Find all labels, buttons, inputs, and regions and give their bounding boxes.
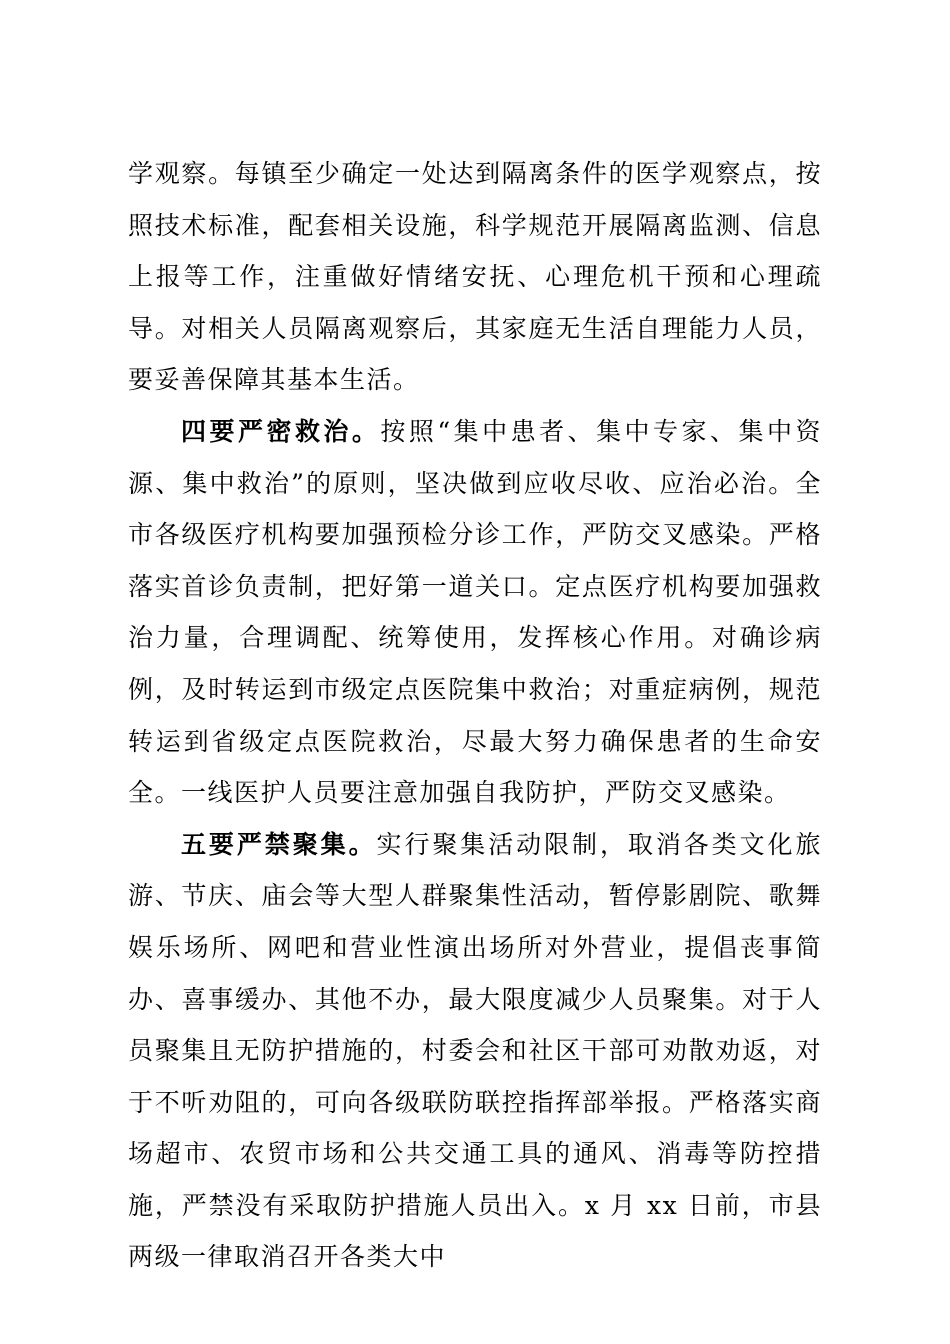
paragraph-continued [128,148,822,406]
paragraph-heading: 四要严密救治。 [181,416,381,446]
paragraph-gathering [128,819,822,1283]
paragraph-heading: 五要严禁聚集。 [181,829,377,859]
paragraph-text: 实行聚集活动限制，取消各类文化旅游、节庆、庙会等大型人群聚集性活动，暂停影剧院、歌舞娱乐场所、网吧和营业性演出场所对外营业，提倡丧事简办、喜事缓办、其他不办，最大限度减少人员聚集。对于人员聚集且无防护措施的，村委会和社区干部可劝散劝返，对于不听劝阻的，可向各级联防联控指挥部举报。严格落实商场超市、农贸市场和公共交通工具的通风、消毒等防控措施，严禁没有采取防护措施人员出入。x 月 xx 日前，市县两级一律取消召开各类大中 [128,829,822,1272]
paragraph-text: 学观察。每镇至少确定一处达到隔离条件的医学观察点，按照技术标准，配套相关设施，科学规范开展隔离监测、信息上报等工作，注重做好情绪安抚、心理危机干预和心理疏导。对相关人员隔离观察后，其家庭无生活自理能力人员，要妥善保障其基本生活。 [128,159,822,395]
paragraph-treatment [128,406,822,819]
paragraph-text: 按照“集中患者、集中专家、集中资源、集中救治”的原则，坚决做到应收尽收、应治必治。全市各级医疗机构要加强预检分诊工作，严防交叉感染。严格落实首诊负责制，把好第一道关口。定点医疗机构要加强救治力量，合理调配、统筹使用，发挥核心作用。对确诊病例，及时转运到市级定点医院集中救治；对重症病例，规范转运到省级定点医院救治，尽最大努力确保患者的生命安全。一线医护人员要注意加强自我防护，严防交叉感染。 [128,416,822,808]
body-text [128,148,822,1283]
